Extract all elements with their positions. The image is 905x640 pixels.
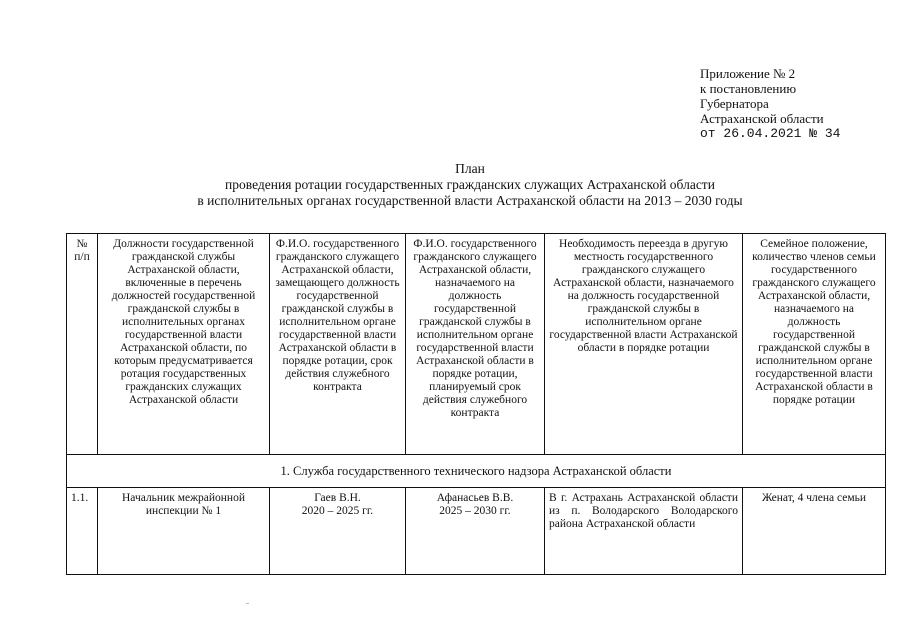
- table-header-row: [67, 234, 886, 455]
- appendix-block: [700, 66, 900, 141]
- section-title: 1. Служба государственного технического надзора Астраханской области: [67, 455, 886, 488]
- appendix-reference: к постановлению: [700, 81, 797, 96]
- header-family-status: Семейное положение, количество членов семьи государственного гражданского служащего Астраханской области, назначаемого на должность государственной гражданской службы в исполнительном органе государственной власти Астраханской области в порядке ротации: [743, 234, 886, 455]
- appendix-date-number: от 26.04.2021 № 34: [700, 126, 841, 141]
- current-employee-name: Гаев В.Н.: [314, 492, 361, 504]
- appointed-employee-name: Афанасьев В.В.: [436, 492, 514, 504]
- header-current-employee: Ф.И.О. государственного гражданского служащего Астраханской области, замещающего должность государственной гражданской службы в исполнительном органе государственной власти Астраханской области в порядке ротации, срок действия служебного контракта: [270, 234, 406, 455]
- appendix-region: Астраханской области: [700, 111, 824, 126]
- header-position: Должности государственной гражданской службы Астраханской области, включенные в перечень должностей государственной гражданской службы в исполнительных органах государственной власти Астраханской области, по которым предусматривается ротация государственных гражданских служащих Астраханской области: [98, 234, 270, 455]
- header-relocation: Необходимость переезда в другую местность государственного гражданского служащего Астраханской области, назначаемого на должность государственной гражданской службы в исполнительном органе государственной власти Астраханской области в порядке ротации: [545, 234, 743, 455]
- title-plan: План: [455, 161, 485, 176]
- table-row: [67, 488, 886, 575]
- header-appointed-employee: Ф.И.О. государственного гражданского служащего Астраханской области, назначаемого на должность государственной гражданской службы в исполнительном органе государственной власти Астраханской области в порядке ротации, планируемый срок действия служебного контракта: [406, 234, 545, 455]
- header-number: № п/п: [67, 234, 98, 455]
- row-relocation: В г. Астрахань Астраханской области из п. Володарского Володарского района Астраханской области: [545, 488, 743, 575]
- document-title: [60, 161, 880, 209]
- title-subject: проведения ротации государственных гражданских служащих Астраханской области: [225, 177, 715, 192]
- appointed-employee-term: 2025 – 2030 гг.: [439, 505, 511, 517]
- title-scope: в исполнительных органах государственной власти Астраханской области на 2013 – 2030 годы: [197, 193, 743, 208]
- row-family-status: Женат, 4 члена семьи: [743, 488, 886, 575]
- appendix-issuer: Губернатора: [700, 96, 769, 111]
- appendix-title: Приложение № 2: [700, 66, 796, 81]
- scan-mark: [246, 603, 249, 604]
- current-employee-term: 2020 – 2025 гг.: [301, 505, 374, 517]
- row-current-employee: [270, 488, 406, 575]
- rotation-plan-table: [66, 233, 886, 575]
- row-appointed-employee: [406, 488, 545, 575]
- section-row: [67, 455, 886, 488]
- row-position: Начальник межрайонной инспекции № 1: [98, 488, 270, 575]
- row-number: 1.1.: [67, 488, 98, 575]
